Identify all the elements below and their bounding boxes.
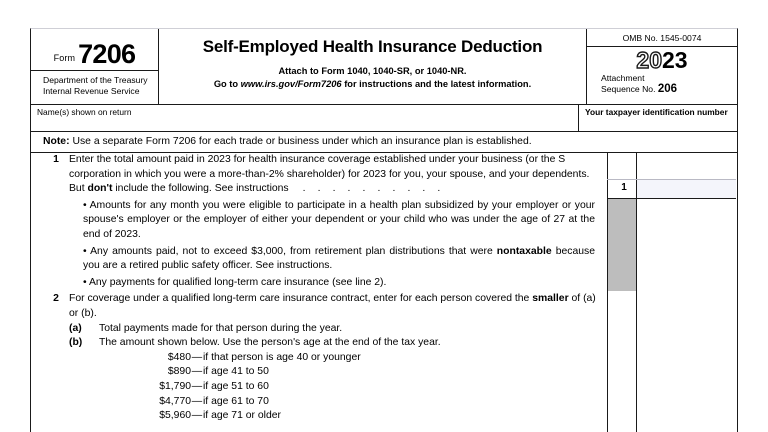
goto-suffix: for instructions and the latest information. [341, 79, 532, 89]
sequence-number: 206 [657, 82, 678, 95]
department-block [31, 71, 158, 97]
line-2-number: 2 [53, 293, 59, 305]
attach-to-instruction: Attach to Form 1040, 1040-SR, or 1040-NR. [278, 66, 467, 76]
exclusion-bullet-1-part1: • Amounts for any month you were eligible to participate in a health plan subsidized by your employer or your spouse's employer or the employer of either your dependent or your child who was under the age of 27 at the end of 2023. [83, 199, 595, 240]
exclusion-bullet-3 [83, 276, 595, 291]
age-amount-condition: if age 71 or older [203, 410, 281, 422]
line-2-sub-item-a-label: (a) [69, 322, 82, 334]
age-amount-condition: if age 61 to 70 [203, 395, 269, 407]
line-2 [43, 292, 607, 321]
age-amount-value: $890 [167, 366, 191, 378]
line-2-sub-item-b [43, 336, 607, 351]
form-word-label: Form [53, 53, 76, 63]
attachment-sequence [587, 73, 737, 94]
form-text-column [31, 153, 607, 424]
form-header [31, 29, 737, 105]
line-1-text [69, 153, 607, 197]
tax-year [587, 48, 737, 72]
attachment-label: Attachment [601, 73, 645, 84]
line-2-text-part2: of (a) or (b). [69, 293, 596, 319]
age-amount-dash: — [191, 395, 203, 407]
omb-number: OMB No. 1545-0074 [587, 29, 737, 47]
exclusion-bullet-1 [83, 199, 595, 243]
line-2-sub-item-b-text: The amount shown below. Use the person's age at the end of the tax year. [99, 337, 441, 349]
age-amount-row [143, 380, 607, 395]
line-2-text-part1: For coverage under a qualified long-term care insurance contract, enter for each person covered the [69, 293, 533, 305]
form-number-row [31, 29, 158, 71]
line-1 [43, 153, 607, 197]
department-line-2: Internal Revenue Service [43, 85, 140, 96]
name-field-label: Name(s) shown on return [37, 107, 132, 117]
exclusion-bullet-2 [83, 245, 595, 274]
age-amount-dash: — [191, 366, 203, 378]
age-amount-dash: — [191, 380, 203, 392]
line1-amount-input[interactable] [637, 180, 736, 198]
exclusion-bullet-2-part2: because you are a retired public safety officer. See instructions. [83, 245, 595, 272]
goto-prefix: Go to [213, 79, 241, 89]
exclusion-bullet-2-part1: • Any amounts paid, not to exceed $3,000, from retirement plan distributions that were [83, 245, 497, 257]
exclusion-bullet-2-bold: nontaxable [496, 245, 552, 257]
exclusion-bullet-3-part1: • Any payments for qualified long-term care insurance (see line 2). [83, 276, 387, 288]
goto-url-instruction [159, 79, 586, 89]
tax-year-century: 20 [636, 47, 662, 73]
name-field-cell[interactable] [31, 105, 579, 131]
age-amount-row [143, 351, 607, 366]
line-2-text [69, 292, 607, 321]
form-frame [30, 28, 738, 432]
department-line-1: Department of the Treasury [43, 75, 148, 85]
age-amount-row [143, 409, 607, 424]
age-amount-row [143, 395, 607, 410]
header-omb-cell [587, 29, 737, 104]
line1-entry-number: 1 [621, 182, 627, 193]
line-2-sub-item-b-label: (b) [69, 337, 83, 349]
form-body [31, 153, 737, 432]
tax-year-block [587, 47, 737, 94]
tin-field-cell[interactable] [579, 105, 737, 131]
sequence-label: Sequence No. [601, 83, 656, 94]
line-1-dot-leader: . . . . . . . . . . [302, 183, 445, 195]
line-2-sub-item-a-text: Total payments made for that person during the year. [99, 322, 343, 334]
note-label: Note: [43, 136, 70, 147]
line-1-text-part2: include the following. See instructions [112, 183, 289, 195]
line-2-bold-word: smaller [532, 293, 569, 305]
age-amount-row [143, 365, 607, 380]
form-title: Self-Employed Health Insurance Deduction [202, 37, 543, 56]
sequence-row [601, 84, 737, 95]
age-amount-condition: if that person is age 40 or younger [203, 351, 361, 363]
age-amount-value: $480 [167, 351, 191, 363]
age-amount-condition: if age 41 to 50 [203, 366, 269, 378]
form-number: 7206 [78, 39, 136, 69]
line-1-number: 1 [53, 154, 59, 165]
tax-year-yy: 23 [662, 47, 688, 73]
entry-column-left-rule [607, 153, 608, 432]
age-amount-dash: — [191, 351, 203, 363]
irs-url[interactable]: www.irs.gov/Form7206 [240, 79, 342, 89]
shaded-block [608, 199, 636, 291]
note-text: Use a separate Form 7206 for each trade or business under which an insurance plan is established. [69, 136, 532, 147]
line-1-text-part1: Enter the total amount paid in 2023 for health insurance coverage established under your business (or the S corporation in which you were a more-than-2% shareholder) for 2023 for you, your spouse, and your dependents. But [69, 154, 590, 195]
header-form-identity-cell [31, 29, 159, 104]
tin-field-label: Your taxpayer identification number [585, 107, 728, 117]
age-amount-dash: — [191, 410, 203, 422]
line-1-exclusions [43, 199, 607, 291]
age-amount-table [43, 351, 607, 424]
age-amount-value: $4,770 [159, 395, 191, 407]
age-amount-condition: if age 51 to 60 [203, 380, 269, 392]
age-amount-value: $1,790 [159, 380, 191, 392]
age-amount-value: $5,960 [159, 410, 191, 422]
line-1-bold-word: don't [87, 183, 113, 195]
note-row [31, 132, 737, 153]
line-2-sub-item-a [43, 322, 607, 337]
taxpayer-info-row [31, 105, 737, 132]
header-title-cell [159, 29, 587, 104]
